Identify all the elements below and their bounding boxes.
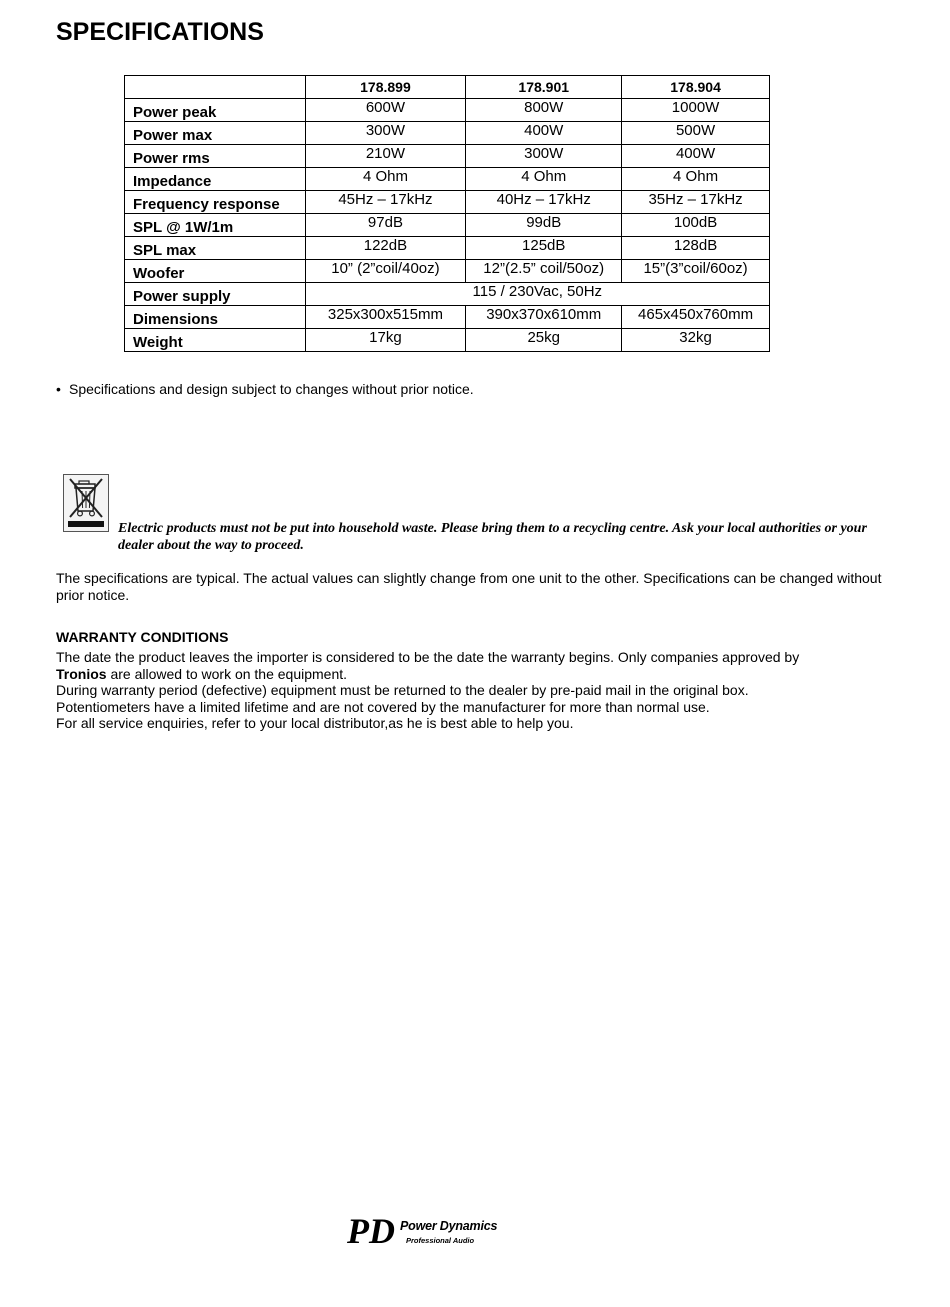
table-row: [125, 260, 770, 283]
brand-name: Power Dynamics: [400, 1219, 498, 1233]
table-cell: 800W: [466, 99, 622, 122]
warranty-line: The date the product leaves the importer is considered to be the date the warranty begins. Only companies approved by: [56, 649, 800, 665]
table-cell: 15”(3”coil/60oz): [622, 260, 770, 283]
warranty-line: [56, 666, 896, 683]
table-cell: 390x370x610mm: [466, 306, 622, 329]
bullet-icon: •: [56, 381, 61, 397]
row-label: Power supply: [125, 283, 306, 306]
table-cell: 35Hz – 17kHz: [622, 191, 770, 214]
table-cell: 125dB: [466, 237, 622, 260]
row-label: Weight: [125, 329, 306, 352]
table-cell: 4 Ohm: [466, 168, 622, 191]
column-header: 178.901: [466, 76, 622, 99]
table-cell: 300W: [305, 122, 466, 145]
page-title: SPECIFICATIONS: [56, 18, 264, 46]
table-cell: 465x450x760mm: [622, 306, 770, 329]
table-cell: 4 Ohm: [622, 168, 770, 191]
column-header: 178.899: [305, 76, 466, 99]
table-cell: 97dB: [305, 214, 466, 237]
pd-monogram-icon: [345, 1212, 403, 1250]
table-cell: 12”(2.5” coil/50oz): [466, 260, 622, 283]
warranty-line: During warranty period (defective) equipment must be returned to the dealer by pre-paid mail in the original box.: [56, 682, 749, 698]
warranty-line-text: are allowed to work on the equipment.: [106, 665, 348, 682]
table-row: [125, 99, 770, 122]
row-label: Power peak: [125, 99, 306, 122]
row-label: SPL @ 1W/1m: [125, 214, 306, 237]
column-header: [125, 76, 306, 99]
pd-monogram-text: PD: [347, 1212, 395, 1250]
table-row: [125, 145, 770, 168]
table-row: [125, 191, 770, 214]
table-cell: 325x300x515mm: [305, 306, 466, 329]
company-name: Tronios: [56, 665, 107, 682]
table-header-row: [125, 76, 770, 99]
disposal-notice: Electric products must not be put into household waste. Please bring them to a recycling centre. Ask your local authorities or your dealer about the way to proceed.: [118, 521, 867, 553]
table-cell: 25kg: [466, 329, 622, 352]
table-row: [125, 306, 770, 329]
bullet-note: [56, 381, 474, 397]
table-cell: 4 Ohm: [305, 168, 466, 191]
row-label: SPL max: [125, 237, 306, 260]
bullet-note-text: Specifications and design subject to changes without prior notice.: [69, 381, 474, 397]
typical-specs-note: The specifications are typical. The actual values can slightly change from one unit to the other. Specifications can be changed without prior notice.: [56, 570, 882, 603]
column-header: 178.904: [622, 76, 770, 99]
row-label: Impedance: [125, 168, 306, 191]
row-label: Frequency response: [125, 191, 306, 214]
power-dynamics-logo: [345, 1212, 498, 1252]
table-cell: 600W: [305, 99, 466, 122]
warranty-line: Potentiometers have a limited lifetime and are not covered by the manufacturer for more than normal use.: [56, 698, 710, 715]
table-cell: 300W: [466, 145, 622, 168]
table-row: [125, 122, 770, 145]
table-row: [125, 237, 770, 260]
table-cell: 400W: [622, 145, 770, 168]
warranty-text: [56, 649, 896, 732]
row-label: Power rms: [125, 145, 306, 168]
brand-tagline: Professional Audio: [406, 1236, 475, 1245]
row-label: Power max: [125, 122, 306, 145]
table-cell: 100dB: [622, 214, 770, 237]
table-cell: 45Hz – 17kHz: [305, 191, 466, 214]
table-row: [125, 283, 770, 306]
table-cell: 10” (2”coil/40oz): [305, 260, 466, 283]
table-row: [125, 168, 770, 191]
table-cell: 400W: [466, 122, 622, 145]
table-cell: 99dB: [466, 214, 622, 237]
table-cell: 115 / 230Vac, 50Hz: [305, 283, 769, 306]
table-cell: 1000W: [622, 99, 770, 122]
crossed-out-wheelie-bin-icon: [63, 474, 109, 532]
row-label: Dimensions: [125, 306, 306, 329]
table-cell: 210W: [305, 145, 466, 168]
table-cell: 128dB: [622, 237, 770, 260]
row-label: Woofer: [125, 260, 306, 283]
table-row: [125, 329, 770, 352]
table-cell: 122dB: [305, 237, 466, 260]
table-cell: 40Hz – 17kHz: [466, 191, 622, 214]
warranty-heading: WARRANTY CONDITIONS: [56, 629, 229, 645]
table-cell: 500W: [622, 122, 770, 145]
specifications-table: [124, 75, 770, 352]
table-row: [125, 214, 770, 237]
table-cell: 17kg: [305, 329, 466, 352]
warranty-line: For all service enquiries, refer to your local distributor,as he is best able to help you.: [56, 715, 574, 731]
table-cell: 32kg: [622, 329, 770, 352]
